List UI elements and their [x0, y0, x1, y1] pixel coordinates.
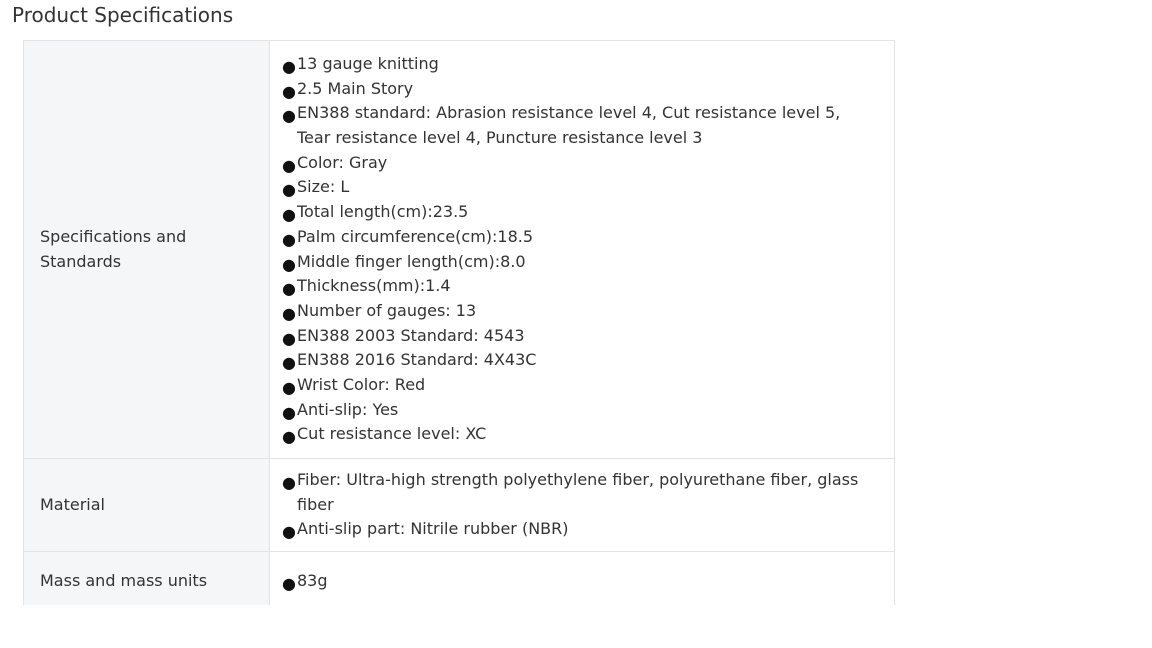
bullet-icon: ●: [282, 180, 296, 200]
bullet-icon: ●: [282, 254, 296, 274]
bullet-icon: ●: [282, 229, 296, 249]
list-item: [282, 225, 874, 250]
list-item-text: Number of gauges: 13: [297, 300, 477, 320]
material-list: [282, 468, 874, 542]
list-item: [282, 200, 874, 225]
row-value-specifications: [270, 41, 895, 459]
list-item-text: Wrist Color: Red: [297, 375, 426, 395]
list-item-text: 83g: [297, 571, 328, 591]
list-item-text: Palm circumference(cm):18.5: [297, 226, 534, 246]
bullet-icon: ●: [282, 522, 296, 542]
row-label-mass: Mass and mass units: [24, 552, 270, 605]
mass-list: [282, 569, 874, 594]
list-item: [282, 517, 874, 542]
list-item-text: EN388 2003 Standard: 4543: [297, 325, 525, 345]
list-item: [282, 299, 874, 324]
bullet-icon: ●: [282, 155, 296, 175]
bullet-icon: ●: [282, 427, 296, 447]
bullet-icon: ●: [282, 353, 296, 373]
list-item: [282, 250, 874, 275]
list-item: [282, 398, 874, 423]
list-item: [282, 274, 874, 299]
table-row-specifications: [24, 41, 895, 459]
bullet-icon: ●: [282, 81, 296, 101]
bullet-icon: ●: [282, 402, 296, 422]
list-item-text: Middle finger length(cm):8.0: [297, 251, 526, 271]
list-item-text: EN388 standard: Abrasion resistance level 4, Cut resistance level 5, Tear resistance level 4, Puncture resistance level 3: [297, 103, 841, 147]
list-item: [282, 468, 874, 517]
row-value-mass: [270, 552, 895, 605]
bullet-icon: ●: [282, 303, 296, 323]
list-item: [282, 324, 874, 349]
bullet-icon: ●: [282, 106, 296, 126]
list-item: [282, 373, 874, 398]
bullet-icon: ●: [282, 279, 296, 299]
bullet-icon: ●: [282, 328, 296, 348]
bullet-icon: ●: [282, 574, 296, 594]
list-item: [282, 348, 874, 373]
list-item-text: Fiber: Ultra-high strength polyethylene fiber, polyurethane fiber, glass fiber: [297, 470, 859, 514]
list-item-text: Cut resistance level: XC: [297, 424, 487, 444]
spec-table-container: [23, 40, 895, 605]
list-item: [282, 422, 874, 447]
list-item-text: Anti-slip: Yes: [297, 399, 399, 419]
spec-table: [23, 40, 895, 605]
list-item-text: Anti-slip part: Nitrile rubber (NBR): [297, 519, 569, 539]
page-title: Product Specifications: [12, 3, 234, 27]
list-item: [282, 101, 874, 150]
table-row-material: [24, 459, 895, 552]
bullet-icon: ●: [282, 473, 296, 492]
list-item-text: Size: L: [297, 177, 350, 197]
list-item: [282, 77, 874, 102]
spec-list: [282, 52, 874, 447]
list-item: [282, 569, 874, 594]
bullet-icon: ●: [282, 378, 296, 398]
row-label-material: Material: [24, 459, 270, 552]
bullet-icon: ●: [282, 56, 296, 76]
list-item-text: 2.5 Main Story: [297, 78, 414, 98]
list-item-text: EN388 2016 Standard: 4X43C: [297, 350, 537, 370]
row-value-material: [270, 459, 895, 552]
row-label-specifications: Specifications and Standards: [24, 41, 270, 459]
bullet-icon: ●: [282, 205, 296, 225]
list-item-text: Thickness(mm):1.4: [297, 276, 451, 296]
list-item-text: 13 gauge knitting: [297, 53, 439, 73]
list-item-text: Color: Gray: [297, 152, 388, 172]
list-item: [282, 151, 874, 176]
table-row-mass: [24, 552, 895, 605]
list-item: [282, 175, 874, 200]
list-item: [282, 52, 874, 77]
list-item-text: Total length(cm):23.5: [297, 202, 469, 222]
